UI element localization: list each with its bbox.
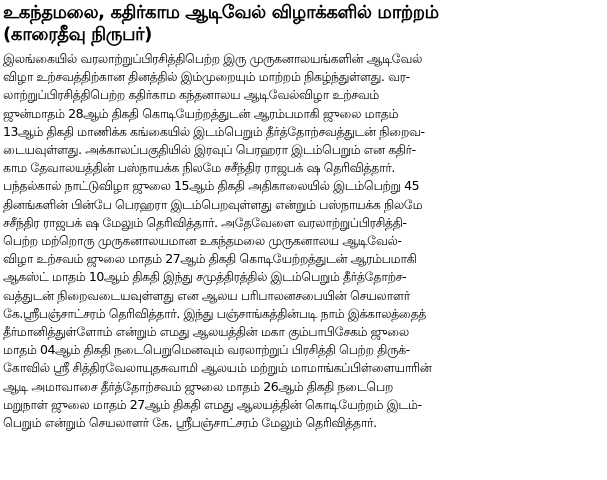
article-headline [3,2,603,46]
body-line: விழா உற்சவம் ஜுலை மாதம் 27ஆம் திகதி கொடியேற்றத்துடன் ஆரம்பமாகி [3,251,417,267]
body-line: மறுநாள் ஜுலை மாதம் 27ஆம் திகதி எமது ஆலயத்தின் கொடியேற்றம் இடம்- [3,396,422,412]
body-line: தினங்களின் பின்பே பெரஹரா இடம்பெறவுள்ளது என்றும் பஸ்நாயக்க நிலமே [3,196,423,212]
body-line: இலங்கையில் வரலாற்றுப்பிரசித்திபெற்ற இரு முருகனாலயங்களின் ஆடிவேல் [3,51,422,66]
body-line: பந்தல்கால் நாட்டுவிழா ஜுலை 15ஆம் திகதி அதிகாலையில் இடம்பெற்று 45 [3,178,420,194]
body-line: தீர்மானித்துள்ளோம் என்றும் எமது ஆலயத்தின் மகா கும்பாபிசேகம் ஜுலை [3,324,409,340]
body-line: பெறும் என்றும் செயலாளர் கே. ஸ்ரீபஞ்சாட்சரம் மேலும் தெரிவித்தார். [3,415,377,431]
body-line: லாற்றுப்பிரசித்திபெற்ற கதிர்காம கந்தனாலய ஆடிவேல்விழா உற்சவம் [3,87,379,103]
body-line: ஜுன்மாதம் 28ஆம் திகதி கொடியேற்றத்துடன் ஆரம்பமாகி ஜுலை மாதம் [3,105,399,121]
body-line: டையவுள்ளது. அக்காலப்பகுதியில் இரவுப் பெரஹரா இடம்பெறும் என கதிர்- [3,142,416,158]
body-line: கே.ஸ்ரீபஞ்சாட்சரம் தெரிவித்தார். இந்து பஞ்சாங்கத்தின்படி நாம் இக்காலத்தைத் [3,305,426,321]
body-line: வத்துடன் நிறைவடையவுள்ளது என ஆலய பரிபாலனசபையின் செயலாளர் [3,287,410,303]
body-line: சசீந்திர ராஜபக் ஷ மேலும் தெரிவித்தார். அதேவேளை வரலாற்றுப்பிரசித்தி- [3,214,407,230]
body-line: மாதம் 04ஆம் திகதி நடைபெறுமெனவும் வரலாற்றுப் பிரசித்தி பெற்ற திருக்- [3,342,410,358]
article-body [3,50,603,432]
body-line: பெற்ற மற்றொரு முருகனாலயமான உகந்தமலை முருகனாலய ஆடிவேல்- [3,233,402,249]
body-line: கோவில் ஸ்ரீ சித்திரவேலாயுதசுவாமி ஆலயம் மற்றும் மாமாங்கப்பிள்ளையாரின் [3,360,432,376]
headline-byline: (காரைதீவு நிருபர்) [3,24,152,45]
body-line: காம தேவாலயத்தின் பஸ்நாயக்க நிலமே சசீந்திர ராஜபக் ஷ தெரிவித்தார். [3,160,395,176]
body-line: விழா உற்சவத்திற்கான தினத்தில் இம்முறையும் மாற்றம் நிகழ்ந்துள்ளது. வர- [3,69,410,85]
body-line: 13ஆம் திகதி மாணிக்க கங்கையில் இடம்பெறும் தீர்த்தோற்சவத்துடன் நிறைவ- [3,123,425,139]
body-line: ஆடி அமாவாசை தீர்த்தோற்சவம் ஜுலை மாதம் 26ஆம் திகதி நடைபெற [3,378,393,394]
body-line: ஆகஸ்ட் மாதம் 10ஆம் திகதி இந்து சமுத்திரத்தில் இடம்பெறும் தீர்த்தோற்ச- [3,269,407,285]
headline-title: உகந்தமலை, கதிர்காம ஆடிவேல் விழாக்களில் மாற்றம் [3,2,439,23]
